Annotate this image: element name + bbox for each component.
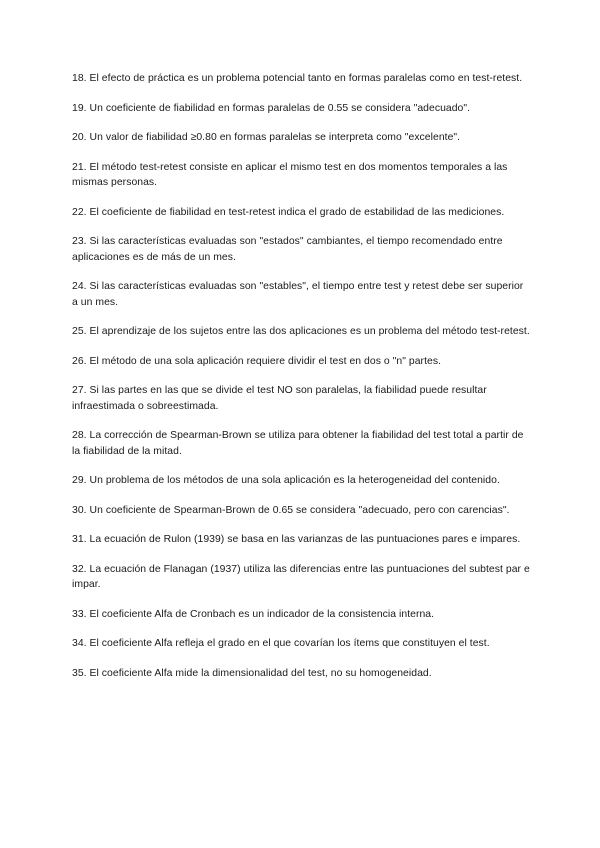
statement-19: 19. Un coeficiente de fiabilidad en formas paralelas de 0.55 se considera "adecuado". — [72, 102, 471, 114]
statement-21: 21. El método test-retest consiste en aplicar el mismo test en dos momentos temporales a las mismas personas. — [72, 161, 508, 188]
statement-35: 35. El coeficiente Alfa mide la dimensionalidad del test, no su homogeneidad. — [72, 667, 432, 679]
statement-18: 18. El efecto de práctica es un problema potencial tanto en formas paralelas como en test-retest. — [72, 73, 523, 84]
statement-22: 22. El coeficiente de fiabilidad en test-retest indica el grado de estabilidad de las mediciones. — [72, 206, 505, 218]
statement-34: 34. El coeficiente Alfa refleja el grado en el que covarían los ítems que constituyen el test. — [72, 638, 490, 649]
statement-20: 20. Un valor de fiabilidad ≥0.80 en formas paralelas se interpreta como "excelente". — [72, 132, 461, 143]
statement-26: 26. El método de una sola aplicación requiere dividir el test en dos o "n" partes. — [72, 355, 442, 367]
statement-32: 32. La ecuación de Flanagan (1937) utiliza las diferencias entre las puntuaciones del subtest par e impar. — [72, 563, 530, 590]
document-page — [72, 71, 532, 695]
statement-33: 33. El coeficiente Alfa de Cronbach es un indicador de la consistencia interna. — [72, 608, 435, 620]
statement-31: 31. La ecuación de Rulon (1939) se basa en las varianzas de las puntuaciones pares e impares. — [72, 534, 521, 545]
statement-29: 29. Un problema de los métodos de una sola aplicación es la heterogeneidad del contenido. — [72, 475, 500, 486]
statement-30: 30. Un coeficiente de Spearman-Brown de 0.65 se considera "adecuado, pero con carencias". — [72, 504, 510, 516]
statement-25: 25. El aprendizaje de los sujetos entre las dos aplicaciones es un problema del método test-retest. — [72, 326, 530, 337]
statement-24: 24. Si las características evaluadas son "estables", el tiempo entre test y retest debe ser superior a un mes. — [72, 281, 524, 308]
statement-28: 28. La corrección de Spearman-Brown se utiliza para obtener la fiabilidad del test total a partir de la fiabilidad de la mitad. — [72, 430, 524, 457]
statement-23: 23. Si las características evaluadas son "estados" cambiantes, el tiempo recomendado entre aplicaciones es de más de un mes. — [72, 236, 503, 263]
statement-27: 27. Si las partes en las que se divide el test NO son paralelas, la fiabilidad puede resultar infraestimada o sobreestimada. — [72, 385, 487, 412]
